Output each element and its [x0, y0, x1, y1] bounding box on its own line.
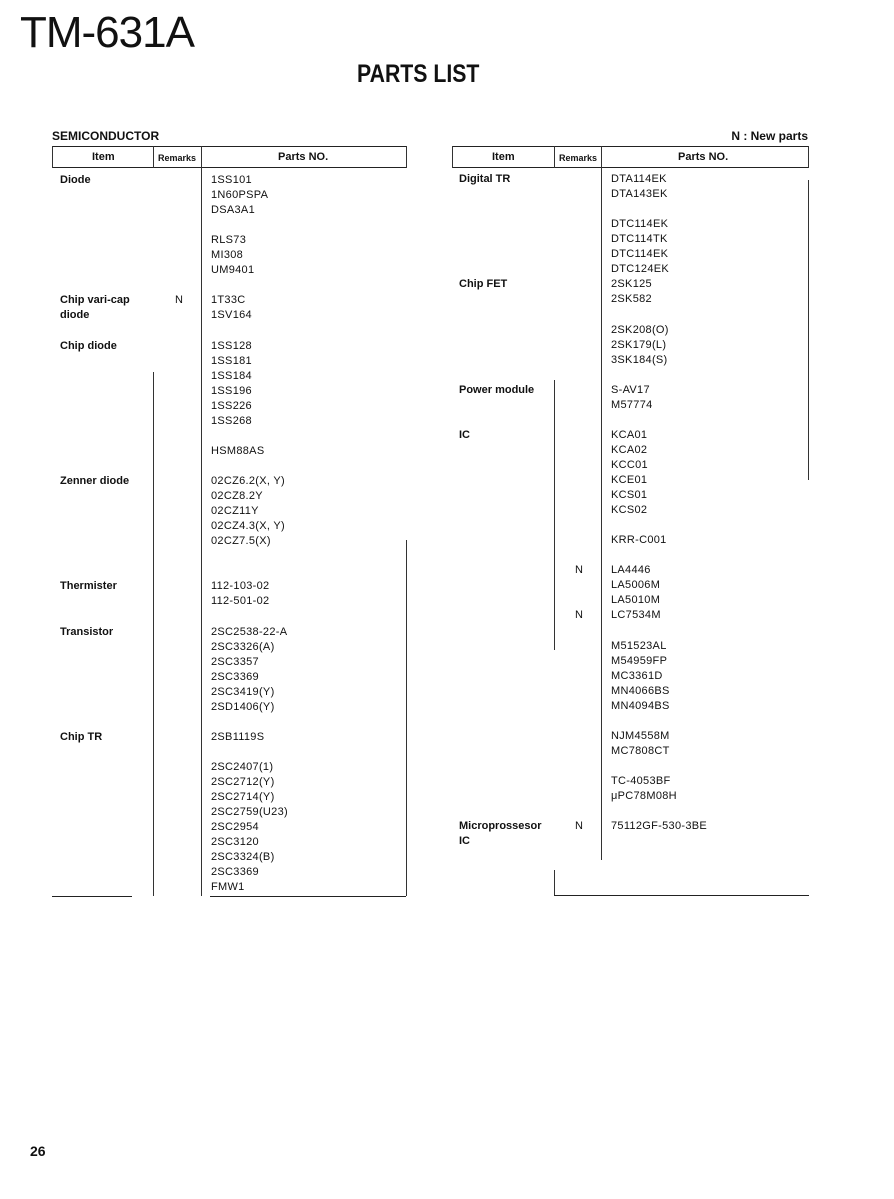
parts-part-cell: 2SB1119S — [211, 730, 265, 743]
right-table-header-border — [452, 167, 809, 168]
parts-part-cell: 1SS196 — [211, 384, 252, 397]
parts-part-cell: 1T33C — [211, 294, 246, 307]
parts-part-cell: KCS01 — [611, 489, 648, 502]
parts-part-cell: 1SS184 — [211, 369, 252, 382]
parts-part-cell: 75112GF-530-3BE — [611, 820, 708, 833]
parts-item-cell: Digital TR — [459, 173, 511, 185]
parts-part-cell: 2SK179(L) — [611, 338, 667, 351]
parts-item-cell: Transistor — [60, 625, 114, 638]
left-header-item: Item — [92, 151, 115, 163]
right-header-item: Item — [492, 151, 515, 163]
parts-part-cell: DSA3A1 — [211, 204, 255, 217]
parts-part-cell: 2SC2759(U23) — [211, 806, 288, 819]
parts-part-cell: DTA114EK — [611, 173, 667, 185]
parts-part-cell: LC7534M — [611, 609, 661, 622]
parts-remark-cell: N — [575, 564, 583, 577]
parts-part-cell: RLS73 — [211, 234, 247, 247]
parts-part-cell: 112-103-02 — [211, 580, 270, 593]
parts-part-cell: μPC78M08H — [611, 790, 677, 803]
left-table-header-border — [52, 167, 407, 168]
parts-item-cell: Chip TR — [60, 730, 103, 743]
parts-part-cell: M54959FP — [611, 654, 668, 667]
left-table-left-divider-lower — [153, 372, 154, 896]
model-name: TM-631A — [20, 8, 194, 57]
parts-item-cell: Chip FET — [459, 278, 508, 291]
parts-item-cell: IC — [459, 428, 470, 441]
parts-part-cell: 3SK184(S) — [611, 353, 668, 366]
parts-part-cell: 2SK582 — [611, 293, 652, 306]
left-table-left-border — [52, 146, 53, 168]
parts-part-cell: 2SC3369 — [211, 866, 259, 879]
parts-item-cell: diode — [60, 309, 90, 322]
parts-part-cell: 2SC2538-22-A — [211, 625, 288, 638]
parts-part-cell: 1SS128 — [211, 339, 252, 352]
parts-part-cell: UM9401 — [211, 264, 255, 277]
parts-part-cell: KRR-C001 — [611, 534, 667, 547]
parts-part-cell: DTC114EK — [611, 248, 669, 261]
parts-part-cell: 2SC2407(1) — [211, 760, 274, 773]
parts-part-cell: 2SC3324(B) — [211, 851, 275, 864]
parts-part-cell: M51523AL — [611, 639, 667, 652]
parts-part-cell: 02CZ8.2Y — [211, 490, 263, 503]
right-header-parts-no: Parts NO. — [678, 151, 729, 163]
parts-part-cell: 112-501-02 — [211, 595, 270, 608]
right-header-remarks: Remarks — [559, 153, 598, 163]
parts-part-cell: DTA143EK — [611, 188, 668, 201]
parts-part-cell: S-AV17 — [611, 383, 650, 396]
right-table-bottom-border — [554, 895, 809, 896]
left-table-bottom-border-2 — [210, 896, 406, 897]
left-header-remarks: Remarks — [158, 153, 197, 163]
parts-part-cell: DTC114EK — [611, 218, 669, 231]
parts-part-cell: 02CZ6.2(X, Y) — [211, 475, 286, 487]
parts-part-cell: MI308 — [211, 249, 244, 262]
left-header-parts-no: Parts NO. — [278, 151, 329, 163]
parts-part-cell: DTC114TK — [611, 233, 668, 246]
parts-part-cell: 1N60PSPA — [211, 189, 269, 202]
parts-part-cell: MC7808CT — [611, 744, 670, 757]
parts-part-cell: MN4094BS — [611, 699, 670, 712]
parts-part-cell: 2SC3357 — [211, 655, 259, 668]
parts-part-cell: 1SS226 — [211, 399, 252, 412]
parts-part-cell: 2SD1406(Y) — [211, 700, 275, 713]
parts-part-cell: 02CZ11Y — [211, 505, 259, 518]
parts-part-cell: 2SC3369 — [211, 670, 259, 683]
parts-part-cell: HSM88AS — [211, 444, 265, 457]
parts-part-cell: LA5006M — [611, 579, 661, 592]
parts-part-cell: 02CZ7.5(X) — [211, 535, 271, 548]
parts-part-cell: FMW1 — [211, 881, 245, 894]
parts-part-cell: 2SC3419(Y) — [211, 685, 275, 698]
right-table-left-divider-end — [554, 870, 555, 895]
right-table-divider-1 — [554, 146, 555, 168]
parts-part-cell: KCC01 — [611, 458, 648, 471]
parts-part-cell: 2SC3120 — [211, 836, 259, 849]
parts-remark-cell: N — [175, 294, 183, 307]
right-table-left-divider-lower — [554, 380, 555, 650]
parts-part-cell: M57774 — [611, 398, 653, 411]
parts-part-cell: KCA02 — [611, 443, 648, 456]
parts-part-cell: 2SC2714(Y) — [211, 791, 275, 804]
right-table-divider-2 — [601, 146, 602, 860]
parts-item-cell: Diode — [60, 174, 91, 186]
parts-part-cell: 1SS268 — [211, 414, 252, 427]
parts-part-cell: DTC124EK — [611, 263, 670, 276]
parts-part-cell: MC3361D — [611, 669, 663, 682]
parts-part-cell: MN4066BS — [611, 684, 670, 697]
parts-part-cell: 2SC2954 — [211, 821, 259, 834]
page-number: 26 — [30, 1143, 46, 1159]
parts-part-cell: 1SS101 — [211, 174, 252, 186]
right-table-top-border — [452, 146, 809, 147]
right-table-right-border-lower — [808, 180, 809, 480]
left-table-top-border — [52, 146, 407, 147]
parts-item-cell: Chip vari-cap — [60, 294, 130, 307]
parts-part-cell: NJM4558M — [611, 729, 670, 742]
parts-part-cell: 2SC2712(Y) — [211, 776, 275, 788]
parts-item-cell: Thermister — [60, 580, 117, 593]
parts-part-cell: TC-4053BF — [611, 775, 671, 787]
parts-remark-cell: N — [575, 820, 583, 833]
parts-item-cell: Zenner diode — [60, 475, 130, 487]
parts-part-cell: LA4446 — [611, 564, 651, 577]
section-title: SEMICONDUCTOR — [52, 129, 160, 143]
new-parts-legend: N : New parts — [731, 129, 808, 143]
parts-item-cell: Chip diode — [60, 339, 117, 352]
parts-part-cell: KCA01 — [611, 428, 648, 441]
left-table-right-border — [406, 146, 407, 168]
left-table-divider-2 — [201, 146, 202, 896]
left-table-right-border-lower — [406, 540, 407, 896]
left-table-bottom-border — [52, 896, 132, 897]
parts-part-cell: 2SK125 — [611, 278, 652, 291]
parts-part-cell: KCS02 — [611, 504, 648, 517]
parts-part-cell: 2SC3326(A) — [211, 640, 275, 653]
parts-part-cell: 2SK208(O) — [611, 323, 669, 336]
page-title: PARTS LIST — [357, 60, 480, 88]
parts-item-cell: Power module — [459, 383, 535, 396]
parts-item-cell: IC — [459, 835, 470, 848]
parts-remark-cell: N — [575, 609, 583, 622]
parts-part-cell: 1SS181 — [211, 354, 252, 367]
parts-part-cell: 02CZ4.3(X, Y) — [211, 520, 286, 533]
parts-part-cell: 1SV164 — [211, 309, 252, 322]
parts-part-cell: KCE01 — [611, 474, 648, 486]
right-table-right-border — [808, 146, 809, 168]
right-table-left-border — [452, 146, 453, 168]
parts-part-cell: LA5010M — [611, 594, 661, 607]
parts-item-cell: Microprossesor — [459, 820, 542, 833]
left-table-divider-1 — [153, 146, 154, 168]
